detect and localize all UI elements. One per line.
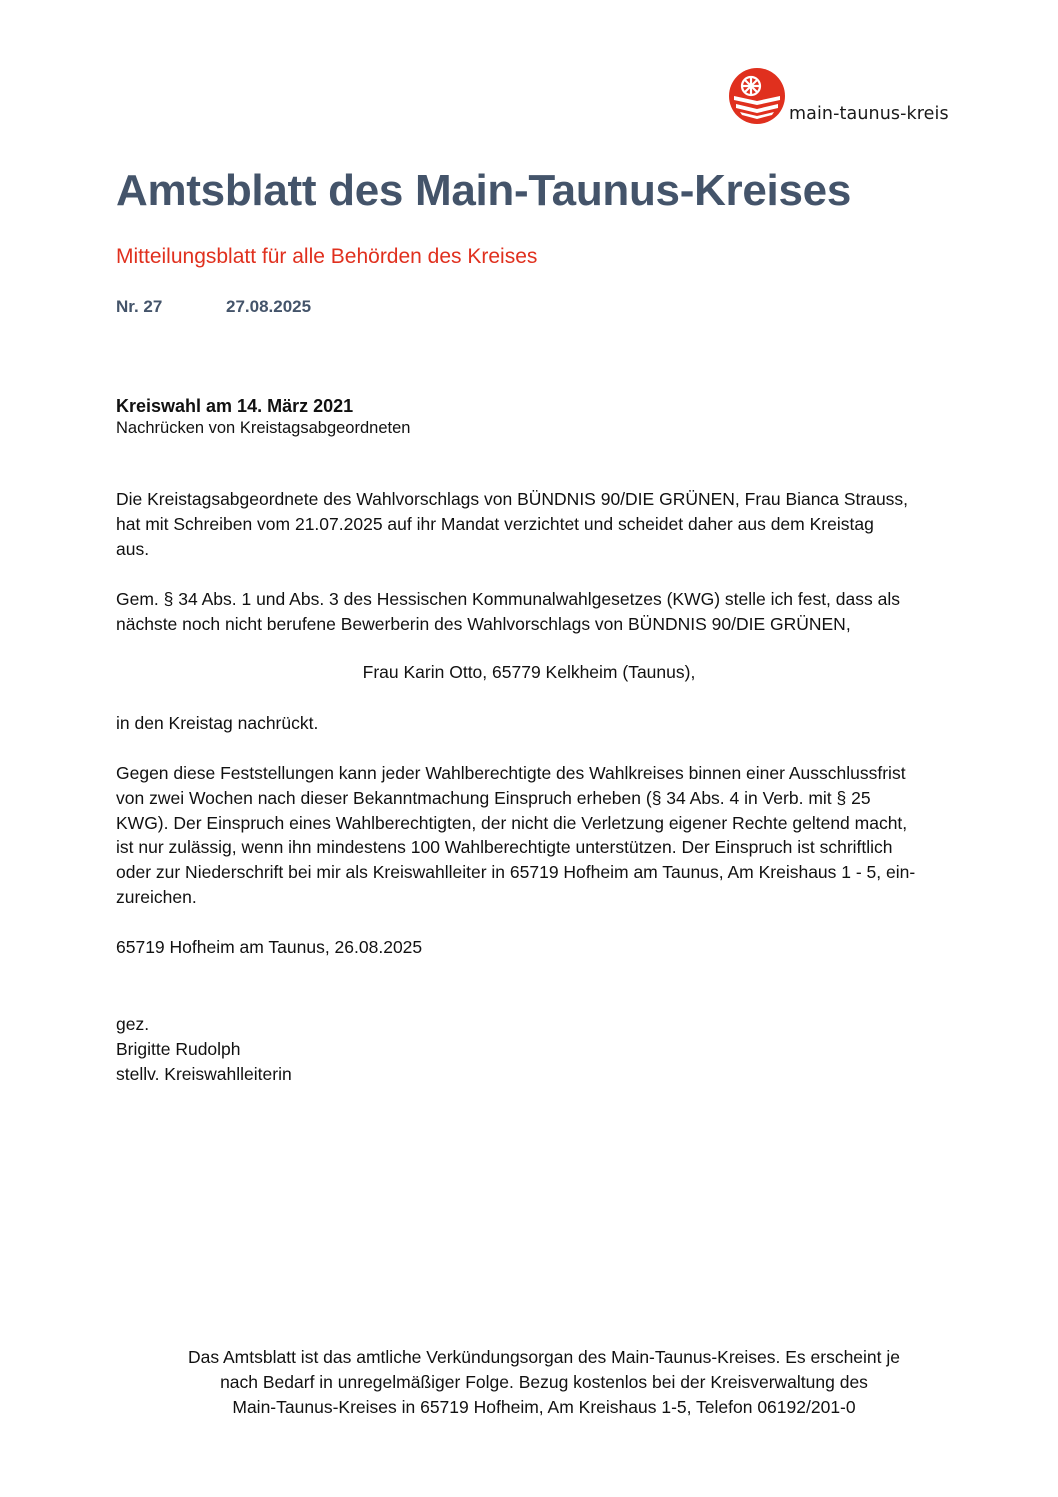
district-coat-of-arms-icon [728, 66, 788, 126]
text-line: oder zur Niederschrift bei mir als Kreiswahlleiter in 65719 Hofheim am Taunus, Am Kreishaus 1 - 5, ein- [116, 862, 916, 883]
paragraph-succession [116, 711, 1016, 736]
logo-wordmark: main-taunus-kreis [789, 104, 949, 124]
article-title: Kreiswahl am 14. März 2021 [116, 396, 354, 416]
text-line: Gegen diese Feststellungen kann jeder Wahlberechtigte des Wahlkreises binnen einer Ausschlussfrist [116, 763, 906, 783]
text-line: nächste noch nicht berufene Bewerberin des Wahlvorschlags von BÜNDNIS 90/DIE GRÜNEN, [116, 613, 851, 634]
paragraph-determination [116, 587, 1016, 637]
text-line: hat mit Schreiben vom 21.07.2025 auf ihr Mandat verzichtet und scheidet daher aus dem Kreistag [116, 513, 874, 534]
text-line: ist nur zulässig, wenn ihn mindestens 100 Wahlberechtigte unterstützen. Der Einspruch ist schriftlich [116, 837, 893, 858]
text-line: KWG). Der Einspruch eines Wahlberechtigten, der nicht die Verletzung eigener Rechte geltend macht, [116, 812, 908, 833]
signatory-name: Brigitte Rudolph [116, 1038, 241, 1059]
issue-number: Nr. 27 [116, 297, 163, 316]
page-title: Amtsblatt des Main-Taunus-Kreises [116, 166, 851, 215]
signatory-role: stellv. Kreiswahlleiterin [116, 1063, 292, 1084]
paragraph-resignation [116, 487, 1016, 561]
successor-name: Frau Karin Otto, 65779 Kelkheim (Taunus), [362, 662, 696, 682]
issue-date: 27.08.2025 [226, 297, 312, 316]
text-line: aus. [116, 538, 150, 559]
text-line: Gem. § 34 Abs. 1 und Abs. 3 des Hessischen Kommunalwahlgesetzes (KWG) stelle ich fest, dass als [116, 589, 900, 609]
text-line: in den Kreistag nachrückt. [116, 713, 319, 733]
footer-line: Das Amtsblatt ist das amtliche Verkündungsorgan des Main-Taunus-Kreises. Es erscheint je [187, 1347, 900, 1367]
signature-block [116, 1012, 292, 1086]
footer-notice [0, 1345, 1058, 1420]
text-line: zureichen. [116, 886, 197, 907]
footer-line: nach Bedarf in unregelmäßiger Folge. Bezug kostenlos bei der Kreisverwaltung des [220, 1372, 868, 1392]
page-subtitle: Mitteilungsblatt für alle Behörden des Kreises [116, 245, 538, 268]
signature-prefix: gez. [116, 1014, 150, 1034]
district-logo [728, 66, 978, 128]
text-line: Die Kreistagsabgeordnete des Wahlvorschlags von BÜNDNIS 90/DIE GRÜNEN, Frau Bianca Strauss, [116, 489, 909, 509]
footer-line: Main-Taunus-Kreises in 65719 Hofheim, Am Kreishaus 1-5, Telefon 06192/201-0 [232, 1397, 856, 1417]
article-subtitle: Nachrücken von Kreistagsabgeordneten [116, 419, 411, 437]
paragraph-objection [116, 761, 1016, 910]
place-and-date [116, 935, 1016, 960]
text-line: 65719 Hofheim am Taunus, 26.08.2025 [116, 937, 423, 957]
text-line: von zwei Wochen nach dieser Bekanntmachung Einspruch erheben (§ 34 Abs. 4 in Verb. mit § 25 [116, 787, 871, 808]
